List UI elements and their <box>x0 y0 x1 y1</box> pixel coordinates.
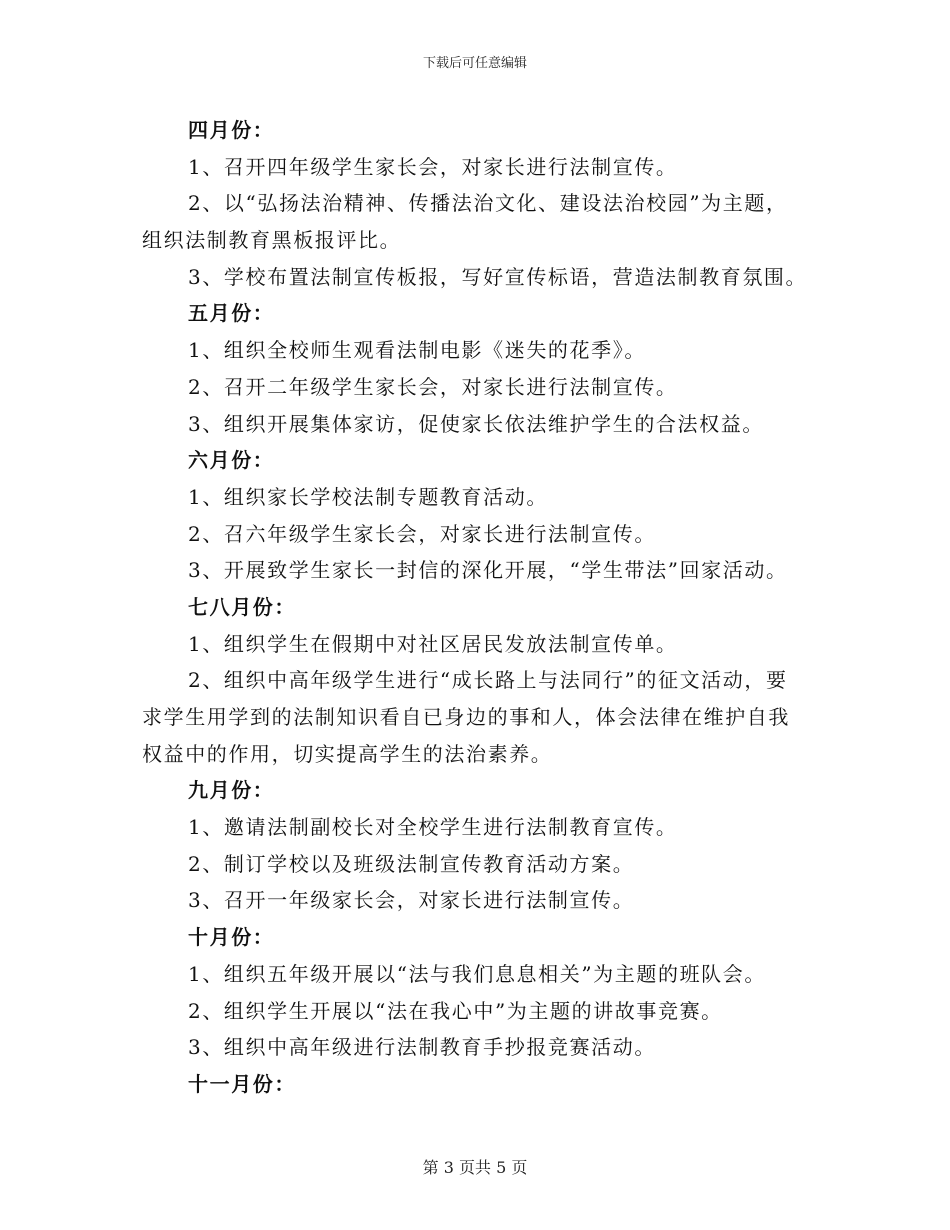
list-item: 1、邀请法制副校长对全校学生进行法制教育宣传。 <box>188 815 678 840</box>
document-body <box>142 112 812 1103</box>
list-item: 2、组织中高年级学生进行“成长路上与法同行”的征文活动，要 <box>188 668 788 693</box>
list-item: 2、召开二年级学生家长会，对家长进行法制宣传。 <box>188 374 678 399</box>
section-heading: 七八月份： <box>188 594 296 619</box>
paragraph-continuation: 组织法制教育黑板报评比。 <box>142 228 402 253</box>
paragraph-continuation: 权益中的作用，切实提高学生的法治素养。 <box>142 741 553 766</box>
list-item: 1、组织全校师生观看法制电影《迷失的花季》。 <box>188 338 646 363</box>
page-footer: 第 3 页共 5 页 <box>422 1158 528 1177</box>
section-heading: 四月份： <box>188 118 275 142</box>
list-item: 1、召开四年级学生家长会，对家长进行法制宣传。 <box>188 154 678 179</box>
list-item: 1、组织家长学校法制专题教育活动。 <box>188 484 548 509</box>
list-item: 3、学校布置法制宣传板报，写好宣传标语，营造法制教育氛围。 <box>188 264 808 289</box>
list-item: 3、组织中高年级进行法制教育手抄报竞赛活动。 <box>188 1035 656 1060</box>
page-header: 下载后可任意编辑 <box>422 56 527 71</box>
paragraph-continuation: 求学生用学到的法制知识看自已身边的事和人，体会法律在维护自我 <box>142 705 790 729</box>
section-heading: 六月份： <box>188 448 275 473</box>
list-item: 3、组织开展集体家访，促使家长依法维护学生的合法权益。 <box>188 411 764 436</box>
section-heading: 五月份： <box>188 301 275 326</box>
list-item: 3、召开一年级家长会，对家长进行法制宣传。 <box>188 888 635 913</box>
section-heading: 十月份： <box>188 925 275 950</box>
list-item: 3、开展致学生家长一封信的深化开展，“学生带法”回家活动。 <box>188 558 788 583</box>
list-item: 2、召六年级学生家长会，对家长进行法制宣传。 <box>188 521 656 546</box>
section-heading: 九月份： <box>188 778 275 803</box>
section-heading: 十一月份： <box>188 1071 296 1096</box>
list-item: 1、组织五年级开展以“法与我们息息相关”为主题的班队会。 <box>188 961 766 986</box>
list-item: 1、组织学生在假期中对社区居民发放法制宣传单。 <box>188 631 678 656</box>
list-item: 2、组织学生开展以“法在我心中”为主题的讲故事竞赛。 <box>188 998 723 1023</box>
list-item: 2、制订学校以及班级法制宣传教育活动方案。 <box>188 851 635 876</box>
list-item: 2、以“弘扬法治精神、传播法治文化、建设法治校园”为主题， <box>188 191 788 216</box>
